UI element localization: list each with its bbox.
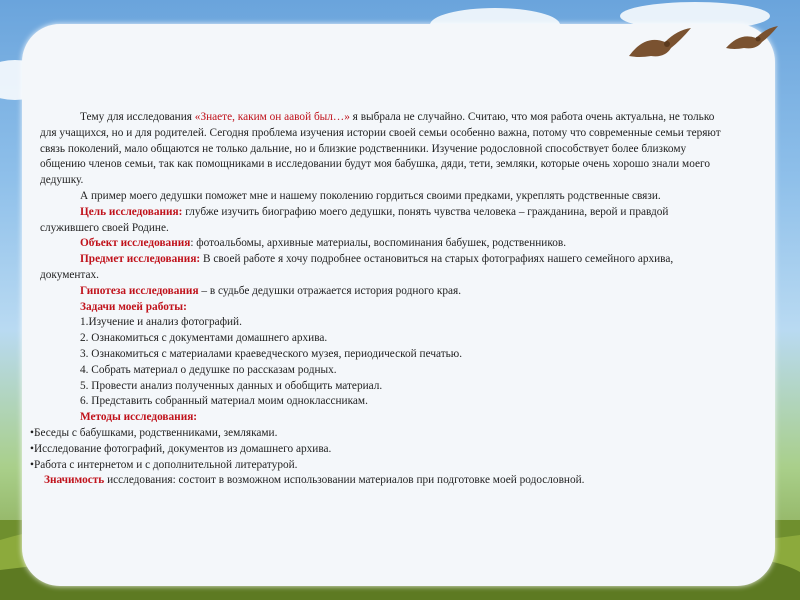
task-item: 3. Ознакомиться с материалами краеведческого музея, периодической печатью.: [80, 347, 463, 360]
task-item: 2. Ознакомиться с документами домашнего архива.: [80, 332, 328, 345]
tasks-label: Задачи моей работы:: [80, 300, 187, 313]
task-item: 4. Собрать материал о дедушке по рассказам родных.: [80, 363, 337, 376]
topic-quote: «Знаете, каким он аавой был…»: [194, 111, 350, 123]
task-item: 6. Представить собранный материал моим одноклассникам.: [80, 395, 368, 408]
hypothesis-label: Гипотеза исследования: [80, 284, 199, 297]
method-item: •Исследование фотографий, документов из домашнего архива.: [30, 442, 332, 455]
goal-paragraph: Цель исследования: глубже изучить биографию моего дедушки, понять чувства человека – гражданина, верой и правдой служившего своей Родине.: [40, 205, 669, 234]
hypothesis-paragraph: Гипотеза исследования – в судьбе дедушки отражается история родного края.: [80, 284, 462, 297]
subject-paragraph: Предмет исследования: В своей работе я хочу подробнее остановиться на старых фотографиях нашего семейного архива, документах.: [40, 253, 674, 281]
object-paragraph: Объект исследования: фотоальбомы, архивные материалы, воспоминания бабушек, родственников.: [80, 237, 567, 250]
methods-label: Методы исследования:: [80, 411, 198, 424]
slide-text: [30, 110, 730, 489]
significance-paragraph: Значимость исследования: состоит в возможном использовании материалов при подготовке моей родословной.: [44, 474, 585, 487]
bird-icon: [724, 24, 780, 60]
method-item: •Работа с интернетом и с дополнительной литературой.: [30, 458, 298, 471]
pride-paragraph: А пример моего дедушки поможет мне и нашему поколению гордиться своими предками, укреплять родственные связи.: [80, 189, 661, 202]
goal-label: Цель исследования:: [80, 205, 183, 218]
bird-icon: [625, 26, 693, 70]
task-item: 1.Изучение и анализ фотографий.: [80, 316, 242, 329]
significance-label: Значимость: [44, 474, 105, 487]
object-label: Объект исследования: [80, 237, 191, 250]
method-item: •Беседы с бабушками, родственниками, земляками.: [30, 426, 278, 439]
intro-paragraph: Тему для исследования «Знаете, каким он аавой был…» я выбрала не случайно. Считаю, что моя работа очень актуальна, не только для учащихся, но и для родителей. Сегодня проблема изучения истории своей семьи особенно важна, потому что современные семьи теряют связь поколений, мало общаются не только дальние, но и близкие родственники. Изучение родословной способствует более близкому общению членов семьи, так как помощниками в исследовании будут моя бабушка, дяди, тети, земляки, которые очень хорошо знали моего дедушку.: [40, 111, 721, 187]
subject-label: Предмет исследования:: [80, 253, 201, 266]
task-item: 5. Провести анализ полученных данных и обобщить материал.: [80, 379, 383, 392]
